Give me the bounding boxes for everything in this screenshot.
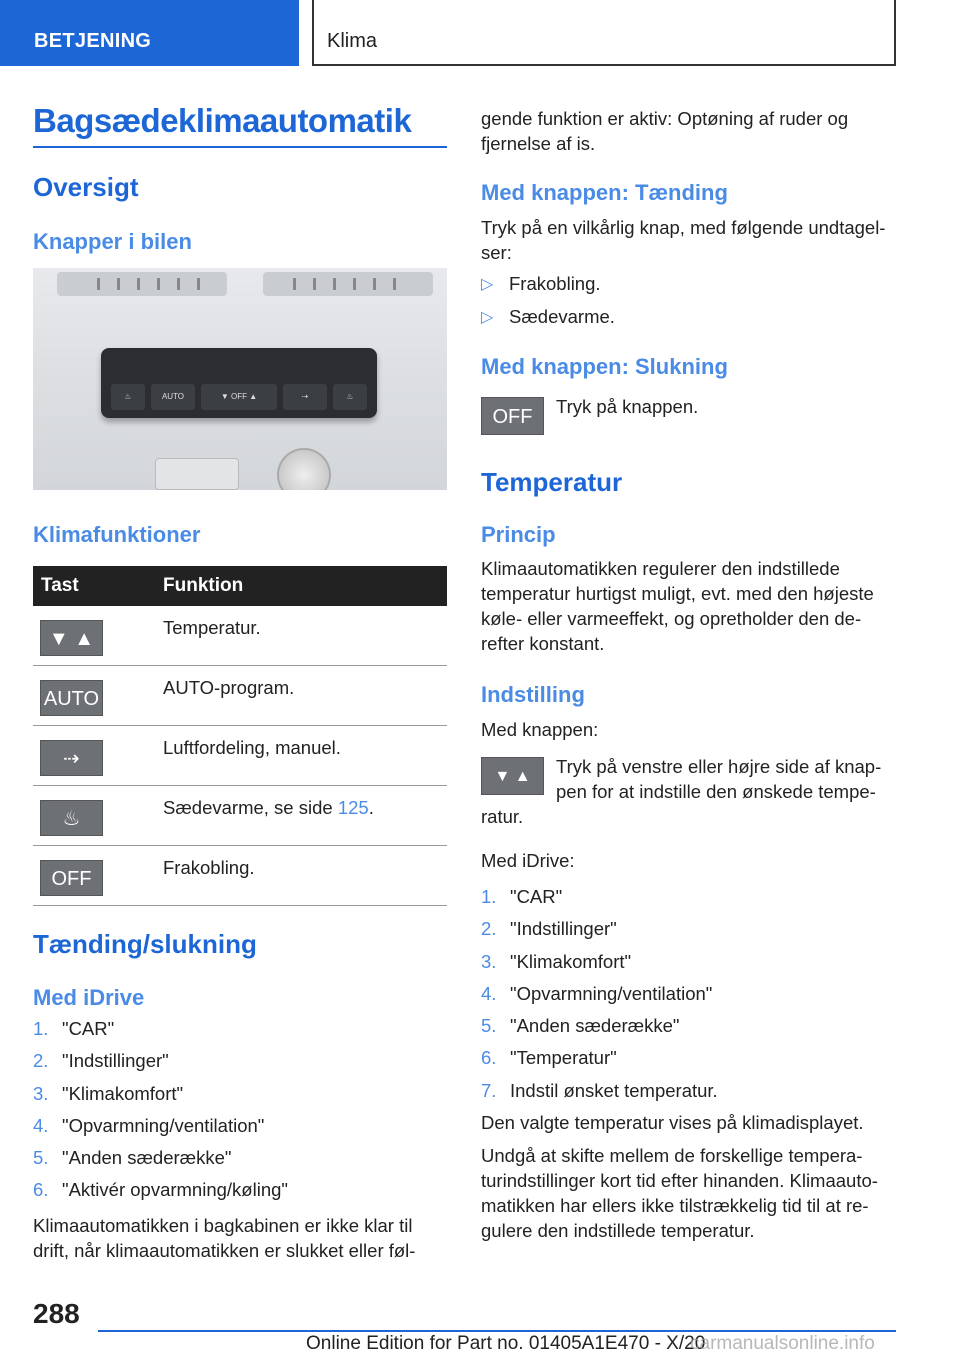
page-title: Bagsædeklimaautomatik	[33, 102, 412, 139]
vent-right	[263, 272, 433, 296]
list-item: 1. "CAR"	[33, 1018, 115, 1039]
list-item: 2. "Indstillinger"	[481, 918, 617, 940]
with-button-label: Med knappen:	[481, 719, 599, 740]
off-icon: OFF	[40, 860, 103, 896]
off-heading: Med knappen: Slukning	[481, 354, 728, 379]
temperature-arrows-icon: ▼ ▲	[481, 757, 544, 795]
seat-heating-icon: ♨	[40, 800, 103, 836]
list-item: 2. "Indstillinger"	[33, 1050, 169, 1072]
off-text: Tryk på knappen.	[556, 396, 699, 417]
page-link-125[interactable]: 125	[337, 797, 369, 818]
avoid-line1: Undgå at skifte mellem de forskellige tempera-	[481, 1145, 863, 1166]
list-item: 6. "Temperatur"	[481, 1047, 617, 1069]
list-item: 3. "Klimakomfort"	[481, 950, 632, 972]
row-text	[163, 797, 374, 819]
row-text: Frakobling.	[163, 857, 255, 878]
list-item: 6. "Aktivér opvarmning/køling"	[33, 1179, 288, 1201]
idrive-heading: Med iDrive	[33, 985, 145, 1010]
page-number: 288	[33, 1298, 80, 1329]
list-item: 5. "Anden sæderække"	[33, 1147, 232, 1169]
setting-line2: pen for at indstille den ønskede tempe-	[556, 781, 876, 802]
off-icon: OFF	[481, 397, 544, 435]
overview-heading: Oversigt	[33, 172, 139, 202]
idrive-steps-left	[33, 1018, 447, 1212]
chapter-label: Klima	[327, 30, 378, 52]
edition-text: Online Edition for Part no. 01405A1E470 - X/20	[306, 1333, 706, 1354]
setting-line3: ratur.	[481, 806, 524, 827]
avoid-line3: matikken har ellers ikke tilstrækkelig tid til at re-	[481, 1195, 869, 1216]
onoff-heading: Tænding/slukning	[33, 929, 257, 959]
principle-heading: Princip	[481, 522, 556, 547]
table-row	[33, 726, 447, 786]
not-ready-line1: Klimaautomatikken i bagkabinen er ikke klar til	[33, 1215, 413, 1236]
functions-table	[33, 566, 447, 906]
power-outlet-knob	[277, 448, 331, 490]
header-function: Funktion	[163, 575, 244, 596]
footer-rule	[98, 1330, 896, 1332]
list-item: 4. "Opvarmning/ventilation"	[481, 982, 713, 1004]
table-row	[33, 666, 447, 726]
avoid-line2: turindstillinger kort tid efter hinanden. Klimaauto-	[481, 1170, 878, 1191]
temperature-heading: Temperatur	[481, 467, 623, 497]
section-label: BETJENING	[34, 30, 152, 52]
control-panel-photo	[33, 268, 447, 490]
auto-icon: AUTO	[40, 680, 103, 716]
auto-button: AUTO	[151, 384, 195, 410]
title-rule	[33, 146, 447, 148]
display-note: Den valgte temperatur vises på klimadisplayet.	[481, 1112, 864, 1133]
watermark: carmanualsonline.info	[690, 1333, 875, 1354]
table-header	[33, 566, 447, 606]
principle-line3: køle- eller varmeeffekt, og opretholder den de-	[481, 608, 862, 629]
principle-line4: refter konstant.	[481, 633, 605, 654]
idrive-steps-right	[481, 886, 896, 1112]
table-row	[33, 846, 447, 906]
list-item: ▷ Sædevarme.	[481, 306, 615, 327]
on-line1: Tryk på en vilkårlig knap, med følgende undtagel-	[481, 217, 886, 238]
header-key: Tast	[41, 575, 79, 596]
row-text: AUTO-program.	[163, 677, 295, 698]
on-heading: Med knappen: Tænding	[481, 180, 728, 205]
list-item: 1. "CAR"	[481, 886, 563, 907]
principle-line1: Klimaautomatikken regulerer den indstillede	[481, 558, 840, 579]
continued-line1: gende funktion er aktiv: Optøning af ruder og	[481, 108, 849, 129]
chapter-box	[312, 0, 896, 66]
with-idrive-label: Med iDrive:	[481, 850, 575, 871]
air-distribution-button: ⇢	[283, 384, 327, 410]
functions-heading: Klimafunktioner	[33, 522, 201, 547]
temp-off-button: ▼ OFF ▲	[201, 384, 277, 410]
air-distribution-icon: ⇢	[40, 740, 103, 776]
row-text-main: Sædevarme, se side	[163, 797, 338, 818]
usb-socket	[155, 458, 239, 490]
row-text-after: .	[368, 797, 374, 818]
on-line2: ser:	[481, 242, 512, 263]
continued-line2: fjernelse af is.	[481, 133, 596, 154]
table-row	[33, 606, 447, 666]
seat-heat-button-right: ♨	[333, 384, 367, 410]
list-item: 4. "Opvarmning/ventilation"	[33, 1114, 265, 1136]
principle-line2: temperatur hurtigst muligt, evt. med den højeste	[481, 583, 874, 604]
seat-heat-button-left: ♨	[111, 384, 145, 410]
not-ready-line2: drift, når klimaautomatikken er slukket eller føl-	[33, 1240, 416, 1261]
avoid-line4: gulere den indstillede temperatur.	[481, 1220, 755, 1241]
list-item: 3. "Klimakomfort"	[33, 1082, 184, 1104]
temperature-arrows-icon: ▼ ▲	[40, 620, 103, 656]
list-item: ▷ Frakobling.	[481, 273, 601, 294]
off-label: OFF	[231, 392, 247, 401]
buttons-heading: Knapper i bilen	[33, 229, 192, 254]
section-tab	[0, 0, 299, 66]
vent-left	[57, 272, 227, 296]
row-text: Temperatur.	[163, 617, 261, 638]
climate-panel	[101, 348, 377, 418]
setting-heading: Indstilling	[481, 682, 585, 707]
list-item: 5. "Anden sæderække"	[481, 1015, 680, 1037]
on-exceptions	[481, 273, 615, 339]
table-row	[33, 786, 447, 846]
list-item: 7. Indstil ønsket temperatur.	[481, 1079, 718, 1101]
row-text: Luftfordeling, manuel.	[163, 737, 341, 758]
setting-line1: Tryk på venstre eller højre side af knap-	[556, 756, 882, 777]
